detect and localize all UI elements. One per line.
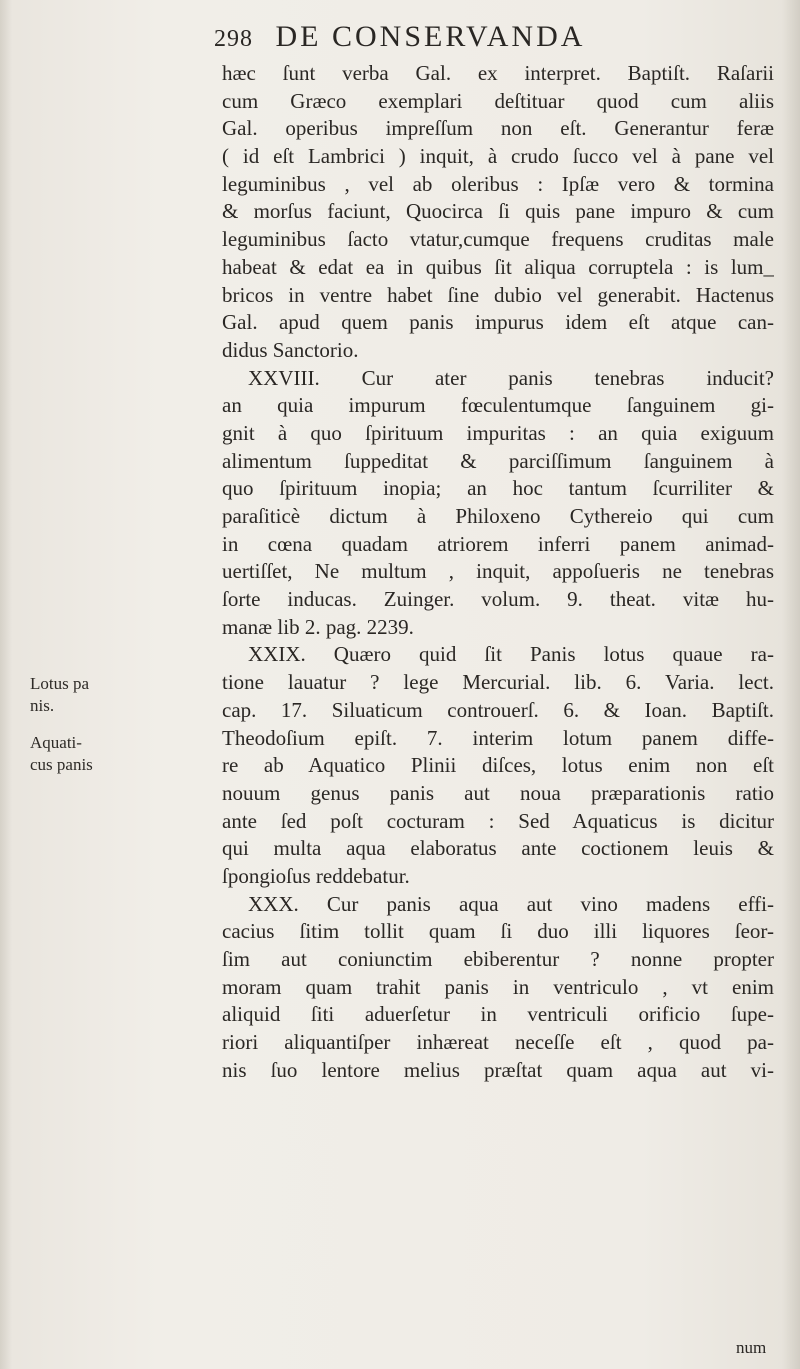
page-gutter-shadow [0,0,12,1369]
text-line: Gal. operibus impreſſum non eſt. Generantur feræ [222,116,774,141]
margin-note-line: cus panis [30,755,93,774]
page-number: 298 [214,26,253,52]
text-line: quo ſpirituum inopia; an hoc tantum ſcurriliter & [222,476,774,501]
text-line: nouum genus panis aut noua præparationis ratio [222,780,774,805]
text-line: habeat & edat ea in quibus ſit aliqua corruptela : is lum_ [222,254,774,279]
catchword: num [736,1338,767,1357]
margin-note-line: Lotus pa [30,674,90,693]
margin-note-lotus-panis [30,673,89,717]
text-line: nis ſuo lentore melius præſtat quam aqua aut vi- [222,1057,774,1082]
margin-note-line: Aquati- [30,733,82,752]
text-line: didus Sanctorio. [222,337,359,362]
margin-note-line: nis. [30,696,55,715]
text-line: Theodoſium epiſt. 7. interim lotum panem diffe- [222,725,774,750]
text-line: & morſus faciunt, Quocirca ſi quis pane impuro & cum [222,199,774,224]
running-title: DE CONSERVANDA [275,20,586,53]
text-line: tione lauatur ? lege Mercurial. lib. 6. Varia. lect. [222,670,774,695]
text-line: manæ lib 2. pag. 2239. [222,614,414,639]
text-line: ſpongioſus reddebatur. [222,863,410,888]
text-line: ſim aut coniunctim ebiberentur ? nonne propter [222,947,774,971]
text-line: leguminibus , vel ab oleribus : Ipſæ vero & tormina [222,171,774,196]
text-line: XXX. Cur panis aqua aut vino madens effi- [248,891,774,916]
text-line: qui multa aqua elaboratus ante coctionem leuis & [222,836,774,861]
page-edge-shadow [782,0,800,1369]
running-header [214,20,694,60]
text-line: paraſiticè dictum à Philoxeno Cythereio qui cum [222,504,774,528]
text-line: cum Græco exemplari deſtituar quod cum aliis [222,88,774,113]
text-line: hæc ſunt verba Gal. ex interpret. Baptiſt. Raſarii [222,61,774,85]
text-line: gnit à quo ſpirituum impuritas : an quia exiguum [222,420,774,445]
text-line: cap. 17. Siluaticum controuerſ. 6. & Ioan. Baptiſt. [222,697,774,722]
text-line: alimentum ſuppeditat & parciſſimum ſanguinem à [222,448,774,473]
text-line: leguminibus ſacto vtatur,cumque frequens cruditas male [222,227,774,252]
text-line: aliquid ſiti aduerſetur in ventriculi orificio ſupe- [222,1002,774,1027]
text-line: XXVIII. Cur ater panis tenebras inducit? [248,365,774,390]
text-line: an quia impurum fœculentumque ſanguinem gi- [222,393,774,418]
text-line: riori aliquantiſper inhæreat neceſſe eſt , quod pa- [222,1030,774,1055]
text-line: bricos in ventre habet ſine dubio vel generabit. Hactenus [222,282,774,307]
text-line: in cœna quadam atriorem inferri panem animad- [222,531,774,556]
margin-note-aquaticus-panis [30,732,93,776]
text-line: cacius ſitim tollit quam ſi duo illi liquores ſeor- [222,919,774,944]
text-line: re ab Aquatico Plinii diſces, lotus enim non eſt [222,753,774,778]
text-line: Gal. apud quem panis impurus idem eſt atque can- [222,310,774,335]
text-line: XXIX. Quæro quid ſit Panis lotus quaue ra- [248,642,774,667]
text-block [222,60,774,1084]
text-line: ante ſed poſt cocturam : Sed Aquaticus is dicitur [222,808,774,833]
text-line: ſorte inducas. Zuinger. volum. 9. theat. vitæ hu- [222,587,774,612]
text-line: ( id eſt Lambrici ) inquit, à crudo ſucco vel à pane vel [222,144,774,169]
text-line: uertiſſet, Ne multum , inquit, appoſueris ne tenebras [222,559,774,584]
text-line: moram quam trahit panis in ventriculo , vt enim [222,974,774,999]
